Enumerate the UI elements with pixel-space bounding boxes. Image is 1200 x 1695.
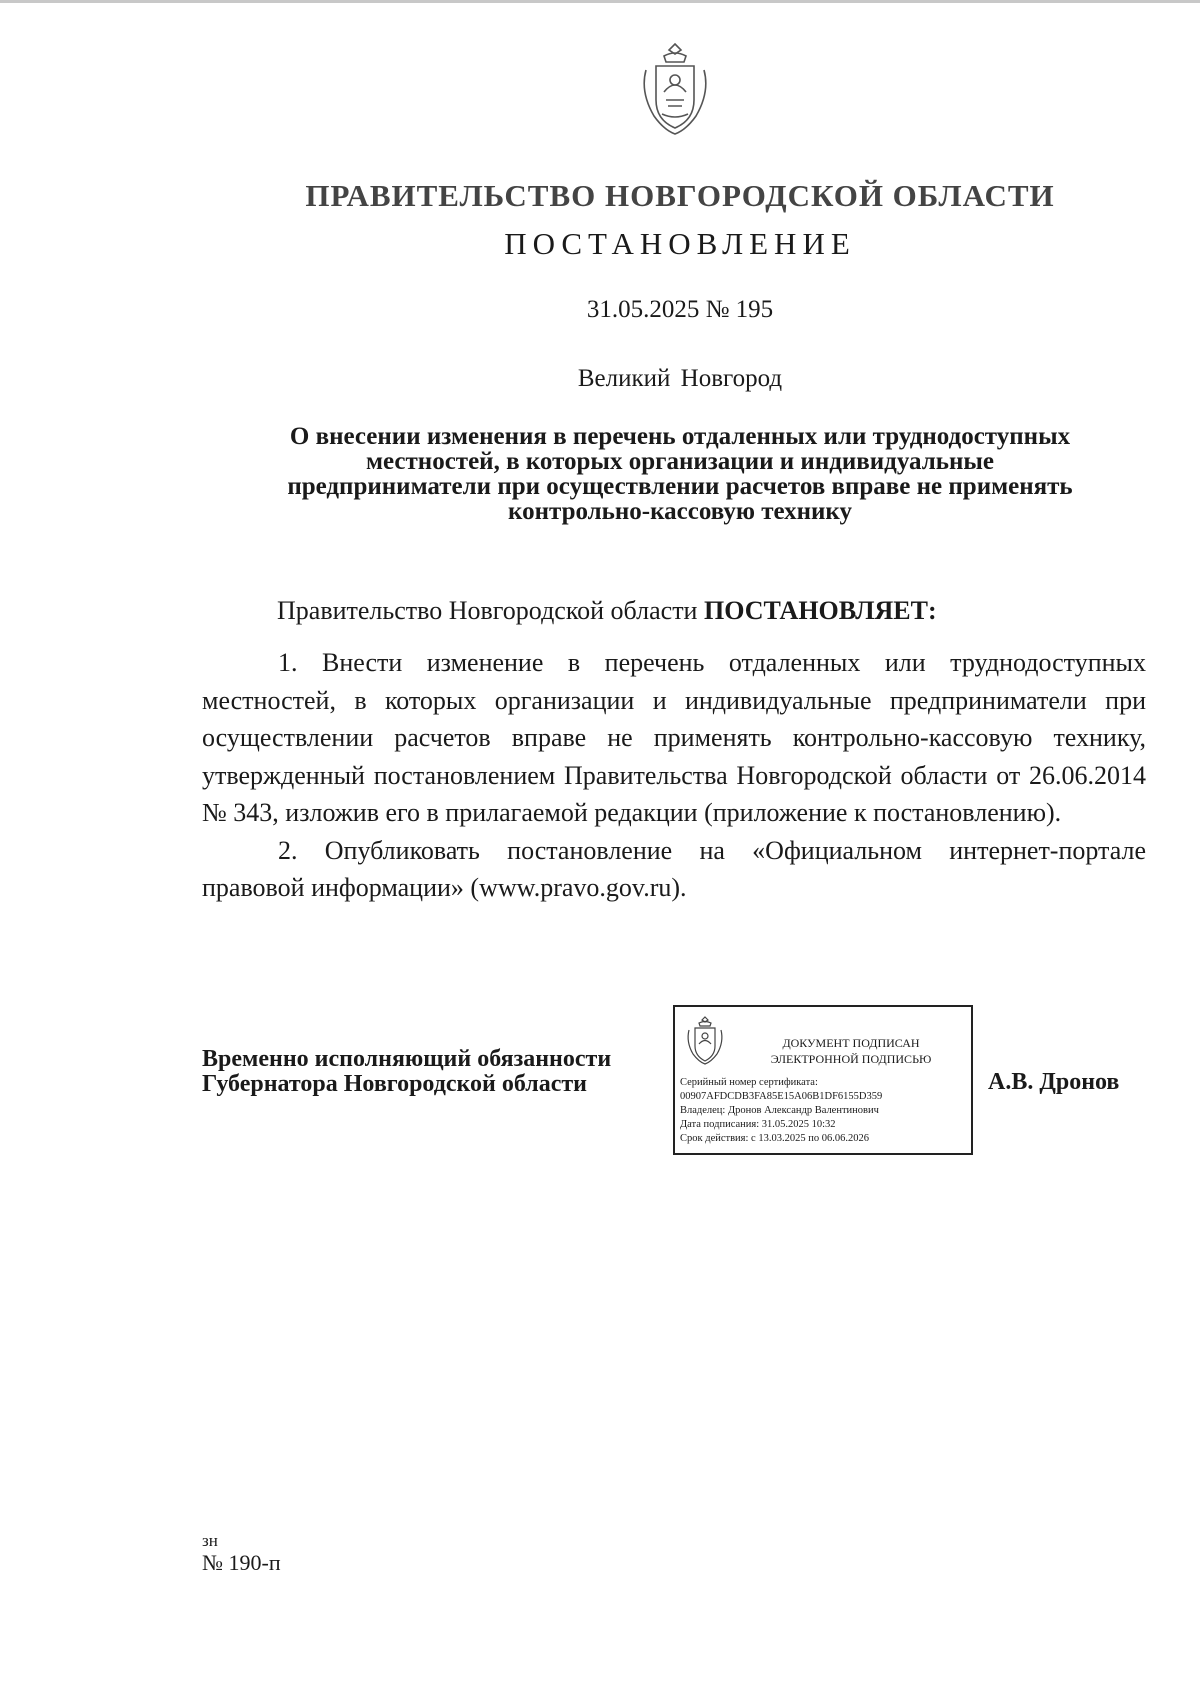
stamp-heading-line: ДОКУМЕНТ ПОДПИСАН <box>782 1036 920 1050</box>
subject-line: местностей, в которых организации и индивидуальные <box>365 448 994 475</box>
preamble-text: Правительство Новгородской области <box>277 596 704 625</box>
signer-title-line: Временно исполняющий обязанности <box>202 1046 612 1072</box>
footer-registration <box>202 1530 281 1574</box>
footer-initials: зн <box>202 1531 218 1550</box>
body-paragraph: 1. Внести изменение в перечень отдаленных или труднодоступных местностей, в которых организации и индивидуальные предприниматели при осуществлении расчетов вправе не применять контрольно-кассовую технику, утвержденный постановлением Правительства Новгородской области от 26.06.2014 № 343, изложив его в прилагаемой редакции (приложение к постановлению). <box>202 648 1146 827</box>
stamp-signed-date: Дата подписания: 31.05.2025 10:32 <box>680 1119 836 1130</box>
scan-top-edge <box>0 0 1200 3</box>
stamp-serial-label: Серийный номер сертификата: <box>680 1077 818 1088</box>
document-city: Великий Новгород <box>577 365 783 392</box>
footer-number: № 190-п <box>202 1550 281 1575</box>
body-paragraph: 2. Опубликовать постановление на «Официальном интернет-портале правовой информации» (www.pravo.gov.ru). <box>202 835 1146 902</box>
stamp-details <box>680 1076 882 1146</box>
subject-line: О внесении изменения в перечень отдаленных или труднодоступных <box>289 423 1071 450</box>
document-date-number: 31.05.2025 № 195 <box>586 296 774 323</box>
document-body <box>202 644 1146 907</box>
preamble-keyword: ПОСТАНОВЛЯЕТ: <box>703 596 937 625</box>
signer-title-line: Губернатора Новгородской области <box>202 1071 588 1097</box>
coat-of-arms-icon <box>685 1015 725 1067</box>
coat-of-arms-icon <box>638 40 712 140</box>
signer-title <box>202 1047 611 1097</box>
preamble <box>277 596 937 626</box>
subject-line: контрольно-кассовую технику <box>508 498 852 525</box>
stamp-validity: Срок действия: с 13.03.2025 по 06.06.2026 <box>680 1133 869 1144</box>
stamp-owner: Владелец: Дронов Александр Валентинович <box>680 1105 879 1116</box>
organization-title: ПРАВИТЕЛЬСТВО НОВГОРОДСКОЙ ОБЛАСТИ <box>305 178 1055 213</box>
electronic-signature-stamp <box>673 1005 973 1155</box>
stamp-heading <box>731 1035 971 1067</box>
subject-line: предприниматели при осуществлении расчетов вправе не применять <box>287 473 1073 500</box>
stamp-serial: 00907AFDCDB3FA85E15A06B1DF6155D359 <box>680 1091 883 1102</box>
document-subject <box>220 424 1140 524</box>
stamp-heading-line: ЭЛЕКТРОННОЙ ПОДПИСЬЮ <box>770 1052 932 1066</box>
document-type: ПОСТАНОВЛЕНИЕ <box>504 226 856 261</box>
signer-name: А.В. Дронов <box>988 1069 1120 1095</box>
